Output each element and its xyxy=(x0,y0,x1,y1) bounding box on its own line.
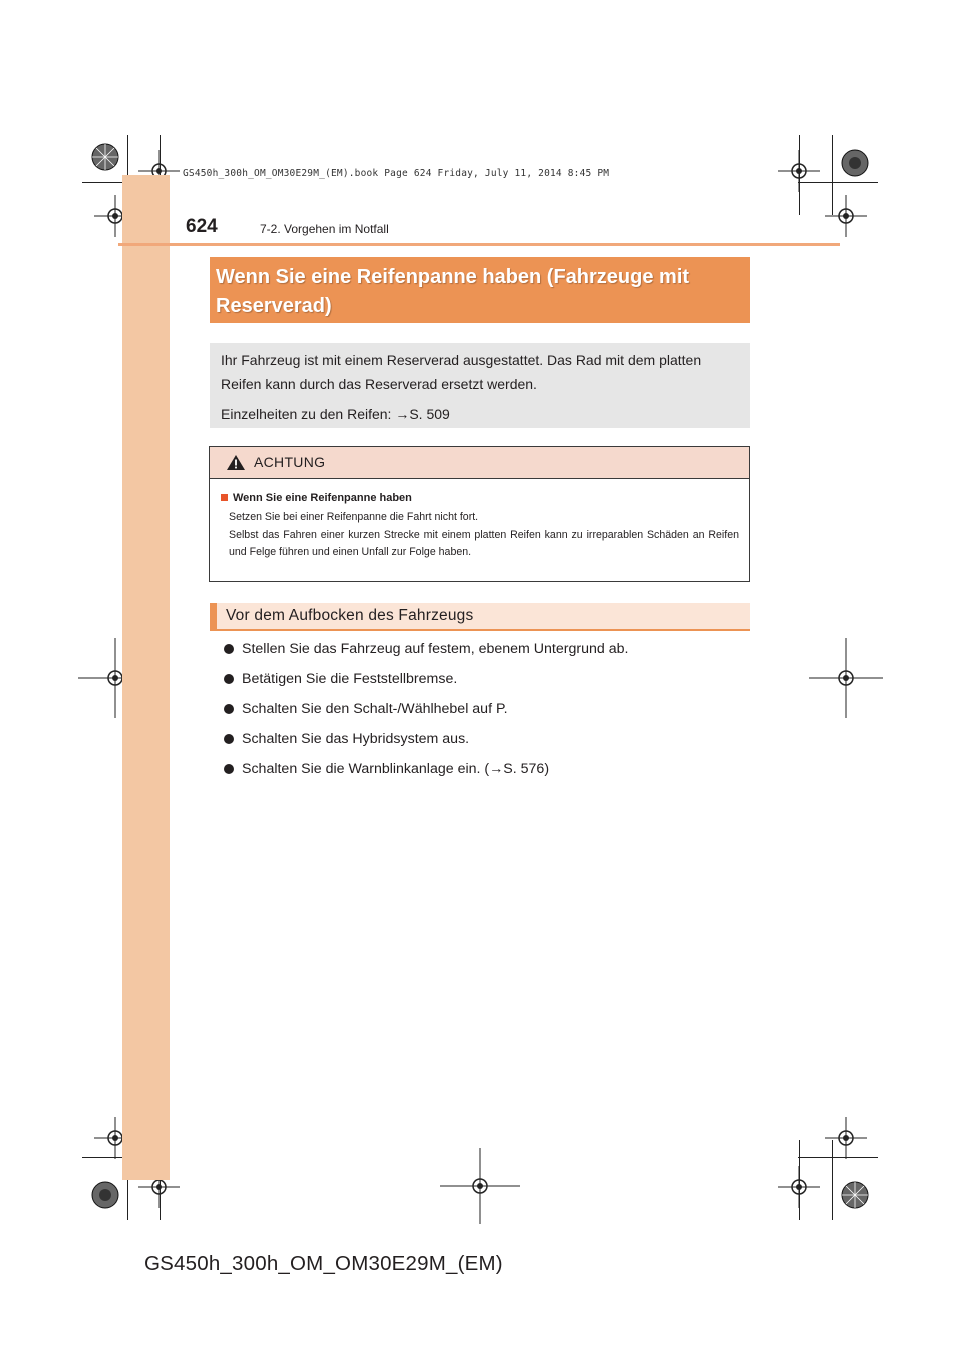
caution-body xyxy=(210,479,749,562)
caution-subheading: Wenn Sie eine Reifenpanne haben xyxy=(233,491,412,504)
registration-crosshair-icon xyxy=(809,638,883,718)
subsection-heading-box xyxy=(210,603,750,631)
list-item-text: Schalten Sie den Schalt-/Wählhebel auf P. xyxy=(242,701,508,717)
list-item xyxy=(222,728,742,758)
caution-text xyxy=(229,509,739,562)
bullet-dot-icon xyxy=(224,644,234,654)
registration-crosshair-icon xyxy=(440,1148,520,1224)
list-item xyxy=(222,758,742,788)
caution-line2: Selbst das Fahren einer kurzen Strecke mit einem platten Reifen kann zu irreparablen Schäden an Reifen und Felge führen und einen Unfall zur Folge haben. xyxy=(229,528,739,558)
print-header-meta: GS450h_300h_OM_OM30E29M_(EM).book Page 624 Friday, July 11, 2014 8:45 PM xyxy=(183,168,610,179)
bullet-dot-icon xyxy=(224,764,234,774)
list-item-text: Stellen Sie das Fahrzeug auf festem, ebenem Untergrund ab. xyxy=(242,641,629,657)
intro-line1: Ihr Fahrzeug ist mit einem Reserverad ausgestattet. Das Rad mit dem platten xyxy=(221,352,702,368)
registration-star-target-icon xyxy=(840,1180,870,1210)
square-bullet-icon xyxy=(221,494,228,501)
page-title-box xyxy=(210,257,750,323)
caution-box xyxy=(209,446,750,582)
bullet-list xyxy=(222,638,742,788)
intro-line2: Reifen kann durch das Reserverad ersetzt werden. xyxy=(221,376,537,392)
bullet-dot-icon xyxy=(224,734,234,744)
caution-line1: Setzen Sie bei einer Reifenpanne die Fahrt nicht fort. xyxy=(229,511,479,523)
registration-star-target-icon xyxy=(840,148,870,178)
chapter-side-tab xyxy=(122,175,170,1180)
page-title xyxy=(216,263,742,321)
list-item xyxy=(222,638,742,668)
section-title: 7-2. Vorgehen im Notfall xyxy=(260,222,389,236)
subsection-title: Vor dem Aufbocken des Fahrzeugs xyxy=(226,607,474,624)
warning-triangle-icon xyxy=(226,454,246,471)
list-item-text: Schalten Sie die Warnblinkanlage ein. (→S. 576) xyxy=(242,761,550,777)
caution-subheading-row xyxy=(221,489,739,506)
registration-star-target-icon xyxy=(90,142,120,172)
list-item xyxy=(222,668,742,698)
registration-star-target-icon xyxy=(90,1180,120,1210)
caution-label: ACHTUNG xyxy=(254,454,326,470)
footer-book-code: GS450h_300h_OM_OM30E29M_(EM) xyxy=(144,1252,503,1275)
registration-crosshair-icon xyxy=(778,150,820,192)
header-rule xyxy=(118,243,840,246)
subsection-accent-bar xyxy=(210,603,217,631)
bullet-dot-icon xyxy=(224,704,234,714)
bullet-dot-icon xyxy=(224,674,234,684)
registration-crosshair-icon xyxy=(778,1166,820,1208)
list-item-text: Schalten Sie das Hybridsystem aus. xyxy=(242,731,470,747)
intro-box xyxy=(210,343,750,428)
registration-crosshair-icon xyxy=(825,1117,867,1159)
page-number: 624 xyxy=(186,216,218,237)
page-title-line1: Wenn Sie eine Reifenpanne haben (Fahrzeuge mit xyxy=(216,266,690,288)
list-item-text: Betätigen Sie die Feststellbremse. xyxy=(242,671,458,687)
caution-header xyxy=(210,447,749,479)
page-title-line2: Reserverad) xyxy=(216,295,332,317)
intro-reference: Einzelheiten zu den Reifen: →S. 509 xyxy=(221,406,450,422)
list-item xyxy=(222,698,742,728)
registration-crosshair-icon xyxy=(825,195,867,237)
